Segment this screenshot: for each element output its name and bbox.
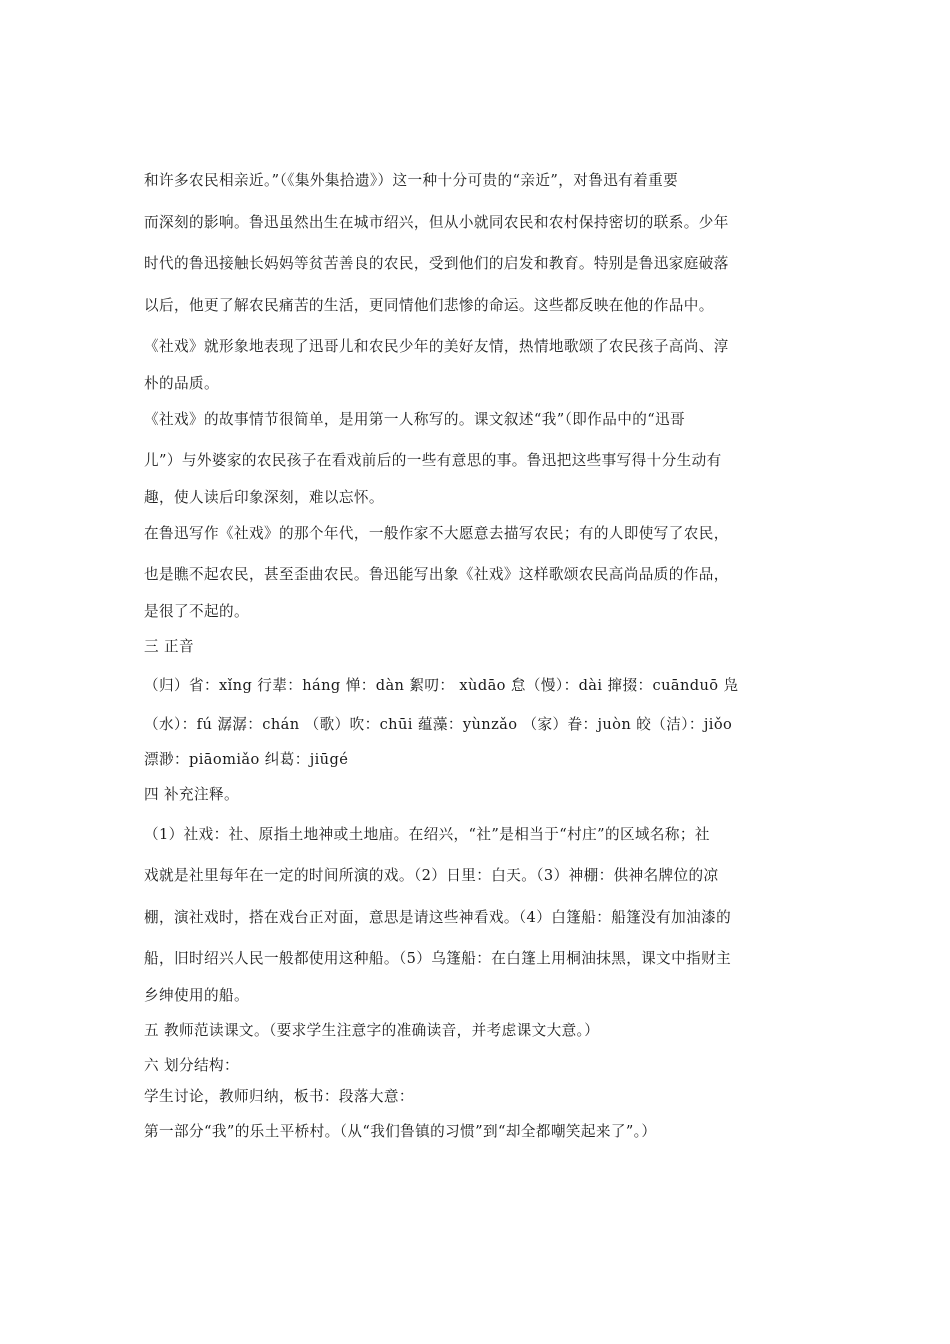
- text-line: 在鲁迅写作《社戏》的那个年代，一般作家不大愿意去描写农民；有的人即使写了农民，: [144, 524, 729, 542]
- text-line: 而深刻的影响。鲁迅虽然出生在城市绍兴，但从小就同农民和农村保持密切的联系。少年: [144, 213, 729, 231]
- text-line: 戏就是社里每年在一定的时间所演的戏。（2）日里：白天。（3）神棚：供神名牌位的凉: [144, 867, 719, 884]
- text-line: 是很了不起的。: [144, 602, 249, 620]
- text-line: 也是瞧不起农民，甚至歪曲农民。鲁迅能写出象《社戏》这样歌颂农民高尚品质的作品，: [144, 566, 729, 583]
- section-heading: 六 划分结构：: [144, 1056, 240, 1074]
- text-line: 《社戏》的故事情节很简单，是用第一人称写的。课文叙述“我”（即作品中的“迅哥: [144, 410, 686, 428]
- text-line: 学生讨论，教师归纳，板书：段落大意：: [144, 1087, 414, 1105]
- section-heading: 五 教师范读课文。（要求学生注意字的准确读音，并考虑课文大意。）: [144, 1021, 600, 1039]
- text-line: 乡绅使用的船。: [144, 986, 249, 1004]
- text-line: 趣，使人读后印象深刻，难以忘怀。: [144, 488, 384, 506]
- text-line: 和许多农民相亲近。”（《集外集拾遗》）这一种十分可贵的“亲近”，对鲁迅有着重要: [144, 172, 679, 189]
- section-heading: 三 正音: [144, 637, 195, 655]
- text-line: 儿”）与外婆家的农民孩子在看戏前后的一些有意思的事。鲁迅把这些事写得十分生动有: [144, 452, 722, 469]
- section-heading: 四 补充注释。: [144, 785, 240, 803]
- text-line: 棚，演社戏时，搭在戏台正对面，意思是请这些神看戏。（4）白篷船：船篷没有加油漆的: [144, 908, 732, 926]
- text-line: 船，旧时绍兴人民一般都使用这种船。（5）乌篷船：在白篷上用桐油抹黑，课文中指财主: [144, 950, 732, 967]
- text-line: （1）社戏：社、原指土地神或土地庙。在绍兴，“社”是相当于“村庄”的区域名称；社: [144, 825, 710, 843]
- text-line: 漂渺：piāomiǎo 纠葛：jiūgé: [144, 750, 349, 768]
- text-line: 第一部分“我”的乐土平桥村。（从“我们鲁镇的习惯”到“却全都嘲笑起来了”。）: [144, 1122, 657, 1140]
- text-line: 《社戏》就形象地表现了迅哥儿和农民少年的美好友情，热情地歌颂了农民孩子高尚、淳: [144, 338, 729, 355]
- document-body: [144, 160, 808, 1151]
- text-line: （归）省：xǐng 行辈：háng 惮：dàn 絮叨： xùdāo 怠（慢）：dài 撺掇：cuānduō 凫: [144, 676, 739, 694]
- text-line: 以后，他更了解农民痛苦的生活，更同情他们悲惨的命运。这些都反映在他的作品中。: [144, 296, 714, 314]
- text-line: （水）：fú 潺潺：chán （歌）吹：chūi 蕴藻：yùnzǎo （家）眷：juòn 皎（洁）：jiǒo: [144, 715, 733, 733]
- text-line: 时代的鲁迅接触长妈妈等贫苦善良的农民，受到他们的启发和教育。特别是鲁迅家庭破落: [144, 255, 729, 272]
- text-line: 朴的品质。: [144, 374, 219, 392]
